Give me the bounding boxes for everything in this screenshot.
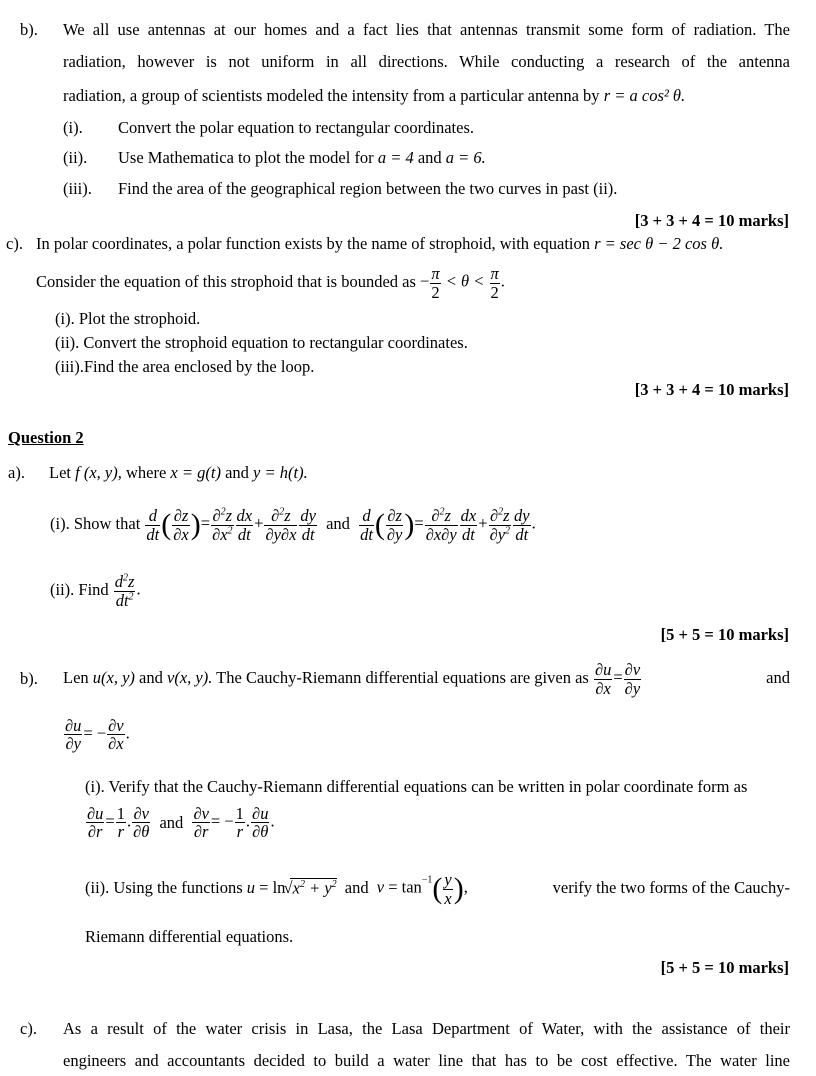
part-c-line-2: Consider the equation of this strophoid that is bounded as − $\frac{\pi}{2}$ < θ < $\frac{\pi}{2}$ . <box>36 264 505 302</box>
part-c-line-1: In polar coordinates, a polar function exists by the name of strophoid, with equation r = sec θ − 2 cos θ. <box>36 234 724 253</box>
antenna-equation: r = a cos² θ. <box>603 86 686 105</box>
q2-b-ii: (ii). Using the functions $u = \ln √x^2 + y^2$ and $v = \tan^{-1}$( $\frac{y}{x}$ ), verify the two forms of the Cauchy- <box>85 870 790 908</box>
a-equals-4: a = 4 <box>377 148 414 167</box>
q2-b-line-1: Len u(x, y) and v(x, y). The Cauchy-Riemann differential equations are given as $\frac{\partial u}{\partial x}$ = $\frac{\partial v}{\partial y}$ and <box>63 660 790 698</box>
q2-a-intro: Let f (x, y), where x = g(t) and y = h(t). <box>49 463 308 482</box>
q2-c-line-2: engineers and accountants decided to build a water line that has to be cost effective. The water line <box>63 1051 790 1070</box>
cauchy-riemann-eq-2: $\frac{\partial u}{\partial y}$ = − $\frac{\partial v}{\partial x}$ . <box>65 716 130 754</box>
q2-a-i-and: and <box>326 514 350 533</box>
q2-c-line-1: As a result of the water crisis in Lasa, the Lasa Department of Water, with the assistance of their <box>63 1019 790 1038</box>
q2-a-i-label: (i). Show that <box>50 514 141 533</box>
part-b-line-3 <box>63 86 685 106</box>
chain-rule-equation-1: $\frac{d}{dt}$ ( $\frac{\partial z}{\partial x}$ )= $\frac{\partial^2z}{\partial x^2}$ $\frac{dx}{dt}$ + $\frac{\partial^2z}{\partial y\partial x}$ $\frac{dy}{dt}$ <box>146 506 316 544</box>
part-b-line-3-text: radiation, a group of scientists modeled the intensity from a particular antenna by <box>63 86 600 105</box>
part-c-item-3: (iii).Find the area enclosed by the loop. <box>55 357 315 376</box>
q2-a-marks: [5 + 5 = 10 marks] <box>660 625 789 644</box>
part-b-marks: [3 + 3 + 4 = 10 marks] <box>634 211 789 230</box>
part-b-line-1: We all use antennas at our homes and a fact lies that antennas transmit some form of radiation. The <box>63 20 790 39</box>
part-c-item-1: (i). Plot the strophoid. <box>55 309 201 328</box>
polar-cauchy-riemann: $\frac{\partial u}{\partial r}$ = $\frac{1}{r}$ . $\frac{\partial v}{\partial\theta}$ and $\frac{\partial v}{\partial r}$ = − $\frac{1}{r}$ . $\frac{\partial u}{\partial\theta}$ . <box>87 804 275 842</box>
part-b-item-1-num: (i). <box>63 118 83 137</box>
part-b-item-3-num: (iii). <box>63 179 92 198</box>
strophoid-equation: r = sec θ − 2 cos θ. <box>594 234 724 253</box>
q2-b-i-text: (i). Verify that the Cauchy-Riemann differential equations can be written in polar coordinate form as <box>85 777 748 796</box>
question-2-title: Question 2 <box>8 428 84 447</box>
q2-b-label: b). <box>20 669 38 688</box>
part-b-item-2-num: (ii). <box>63 148 88 167</box>
second-derivative: $\frac{d^2z}{dt^2}$ . <box>114 572 141 610</box>
q2-a-ii-label: (ii). Find <box>50 580 109 599</box>
q2-a-i <box>50 500 536 548</box>
q2-a-ii <box>50 566 141 614</box>
a-equals-6: a = 6. <box>445 148 486 167</box>
function-u: $u = \ln √x^2 + y^2$ <box>246 878 337 897</box>
chain-rule-equation-2: $\frac{d}{dt}$ ( $\frac{\partial z}{\partial y}$ )= $\frac{\partial^2z}{\partial x\partial y}$ $\frac{dx}{dt}$ + $\frac{\partial^2z}{\partial y^2}$ $\frac{dy}{dt}$ . <box>360 506 536 544</box>
part-c-item-2: (ii). Convert the strophoid equation to rectangular coordinates. <box>55 333 468 352</box>
q2-b-marks: [5 + 5 = 10 marks] <box>660 958 789 977</box>
part-b-item-1-text: Convert the polar equation to rectangular coordinates. <box>118 118 474 137</box>
part-b-line-2: radiation, however is not uniform in all directions. While conducting a research of the antenna <box>63 52 790 71</box>
q2-a-label: a). <box>8 463 25 482</box>
q2-b-ii-line-2: Riemann differential equations. <box>85 927 294 946</box>
part-b-label: b). <box>20 20 38 39</box>
part-b-item-2-text: Use Mathematica to plot the model for a = 4 and a = 6. <box>118 148 486 167</box>
part-c-label: c). <box>6 234 23 253</box>
q2-c-label: c). <box>20 1019 37 1038</box>
part-b-item-3-text: Find the area of the geographical region between the two curves in past (ii). <box>118 179 618 198</box>
theta-bounds: − $\frac{\pi}{2}$ < θ < $\frac{\pi}{2}$ . <box>420 264 505 302</box>
cauchy-riemann-eq-1: $\frac{\partial u}{\partial x}$ = $\frac{\partial v}{\partial y}$ <box>594 660 641 698</box>
part-c-marks: [3 + 3 + 4 = 10 marks] <box>634 380 789 399</box>
function-v: $v = \tan^{-1}$( $\frac{y}{x}$ ), <box>376 870 468 908</box>
